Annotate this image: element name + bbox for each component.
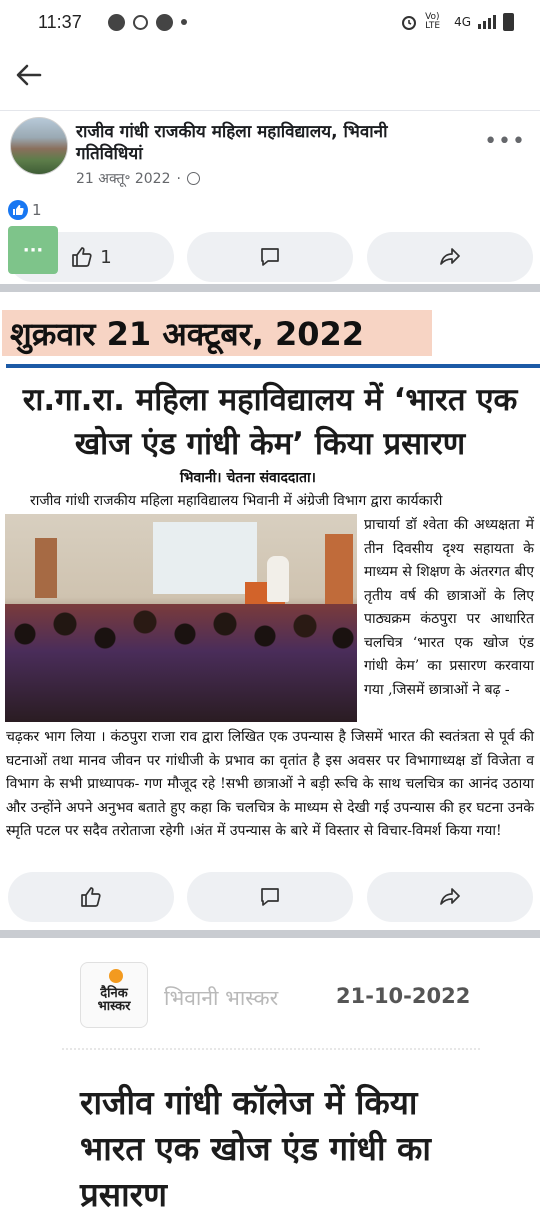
clipping-rule xyxy=(62,1048,480,1050)
photo-speaker xyxy=(267,556,289,602)
like-count: 1 xyxy=(100,246,112,268)
signal-icon xyxy=(478,15,496,29)
clipping-dateline: भिवानी। चेतना संवाददाता। xyxy=(180,470,316,486)
messenger-icon xyxy=(108,14,125,31)
system-icons xyxy=(400,13,514,31)
notification-icons xyxy=(108,14,187,31)
comment-icon xyxy=(258,245,282,269)
page-avatar[interactable] xyxy=(10,117,68,175)
clipping-body-right: प्राचार्या डॉ श्वेता की अध्यक्षता में तीन दिवसीय दृश्य सहायता के माध्यम से शिक्षण के अंतरगत बीए तृतीय वर्ष की छात्राओं के लिए पाठ्यक्रम कंठपुरा पर आधारित चलचित्र ‘भारत एक खोज एंड गांधी केम’ का प्रसारण करवाया गया ,जिसमें छात्राओं ने बढ़ - xyxy=(364,517,534,698)
sun-logo-icon xyxy=(109,969,123,983)
thumbs-up-icon xyxy=(79,885,103,909)
page-name-title[interactable]: राजीव गांधी राजकीय महिला महाविद्यालय, भिवानी xyxy=(76,122,388,142)
post-subtitle: गतिविधियां xyxy=(76,144,143,164)
divider xyxy=(0,930,540,938)
newspaper-clipping-2[interactable] xyxy=(58,940,480,1214)
clipping-body-bottom: चढ़कर भाग लिया । कंठपुरा राजा राव द्वारा लिखित एक उपन्यास है जिसमें भारत की स्वतंत्रता से पूर्व की घटनाओं तथा मानव जीवन पर गांधीजी के प्रभाव का वृतांत है इस अवसर पर विभागाध्यक्ष डॉ विजेता व विभाग के सभी प्राध्यापक- गण मौजूद रहे !सभी छात्राओं ने बड़ी रूचि के साथ चलचित्र का आनंद उठाया और उन्होंने अपने अनुभव बताते हुए कहा कि चलचित्र के माध्यम से देखी गई उपन्यास की हर घटना उनके स्मृति पटल पर सदैव तरोताजा रहेगी ।अंत में उपन्यास के बारे में विस्तार से विचार-विमर्श किया गया! xyxy=(6,729,534,839)
comment-icon xyxy=(258,885,282,909)
status-bar xyxy=(0,0,540,44)
share-icon xyxy=(438,885,462,909)
thumbs-up-icon xyxy=(70,245,94,269)
dainik-bhaskar-logo xyxy=(80,962,148,1028)
headline-line-2: खोज एंड गांधी केम’ किया प्रसारण xyxy=(74,426,466,462)
globe-icon xyxy=(187,172,200,185)
event-photo xyxy=(5,514,357,722)
arrow-left-icon[interactable] xyxy=(12,58,46,92)
dot-icon xyxy=(181,19,187,25)
photo-audience xyxy=(5,604,357,722)
floating-menu-button[interactable]: ··· xyxy=(8,226,58,274)
share-button-2[interactable] xyxy=(367,872,533,922)
clipping-date: 21-10-2022 xyxy=(336,984,471,1008)
volte-icon: Vo) LTE xyxy=(425,12,441,31)
page-name[interactable] xyxy=(76,121,486,165)
top-nav xyxy=(0,48,540,102)
comment-button[interactable] xyxy=(187,232,353,282)
divider xyxy=(0,284,540,292)
clipping-headline: राजीव गांधी कॉलेज में किया भारत एक खोज एंड गांधी का प्रसारण xyxy=(80,1083,431,1214)
photo-door-left xyxy=(35,538,57,598)
action-row-2 xyxy=(0,872,540,922)
alarm-icon xyxy=(400,13,418,31)
clipping-rule xyxy=(6,364,540,368)
logo-line-1: दैनिक xyxy=(100,986,128,1001)
like-reaction-icon xyxy=(8,200,28,220)
more-horizontal-icon[interactable]: ••• xyxy=(484,129,526,154)
like-button-2[interactable] xyxy=(8,872,174,922)
clipping-body-top: राजीव गांधी राजकीय महिला महाविद्यालय भिवानी में अंग्रेजी विभाग द्वारा कार्यकारी xyxy=(30,493,443,509)
projector-screen xyxy=(153,522,257,594)
meta-separator: · xyxy=(176,170,181,187)
clipping-source: भिवानी भास्कर xyxy=(164,986,279,1010)
post-meta xyxy=(76,169,200,188)
comment-button-2[interactable] xyxy=(187,872,353,922)
share-icon xyxy=(438,245,462,269)
newspaper-clipping[interactable] xyxy=(0,292,540,860)
facebook-icon xyxy=(133,15,148,30)
clipping-date-banner: शुक्रवार 21 अक्टूबर, 2022 xyxy=(2,310,432,356)
reaction-summary[interactable] xyxy=(8,200,42,220)
headline-line-1: रा.गा.रा. महिला महाविद्यालय में ‘भारत एक xyxy=(22,382,518,418)
reaction-count: 1 xyxy=(32,201,42,219)
action-row-1 xyxy=(0,232,540,282)
network-type: 4G xyxy=(454,15,471,29)
post-date[interactable]: 21 अक्तू॰ 2022 xyxy=(76,171,171,187)
battery-icon xyxy=(503,13,514,31)
status-time: 11:37 xyxy=(38,11,82,32)
messenger-icon xyxy=(156,14,173,31)
logo-line-2: भास्कर xyxy=(97,999,131,1014)
post-header xyxy=(0,110,540,202)
clipping-headline xyxy=(0,378,540,466)
share-button[interactable] xyxy=(367,232,533,282)
